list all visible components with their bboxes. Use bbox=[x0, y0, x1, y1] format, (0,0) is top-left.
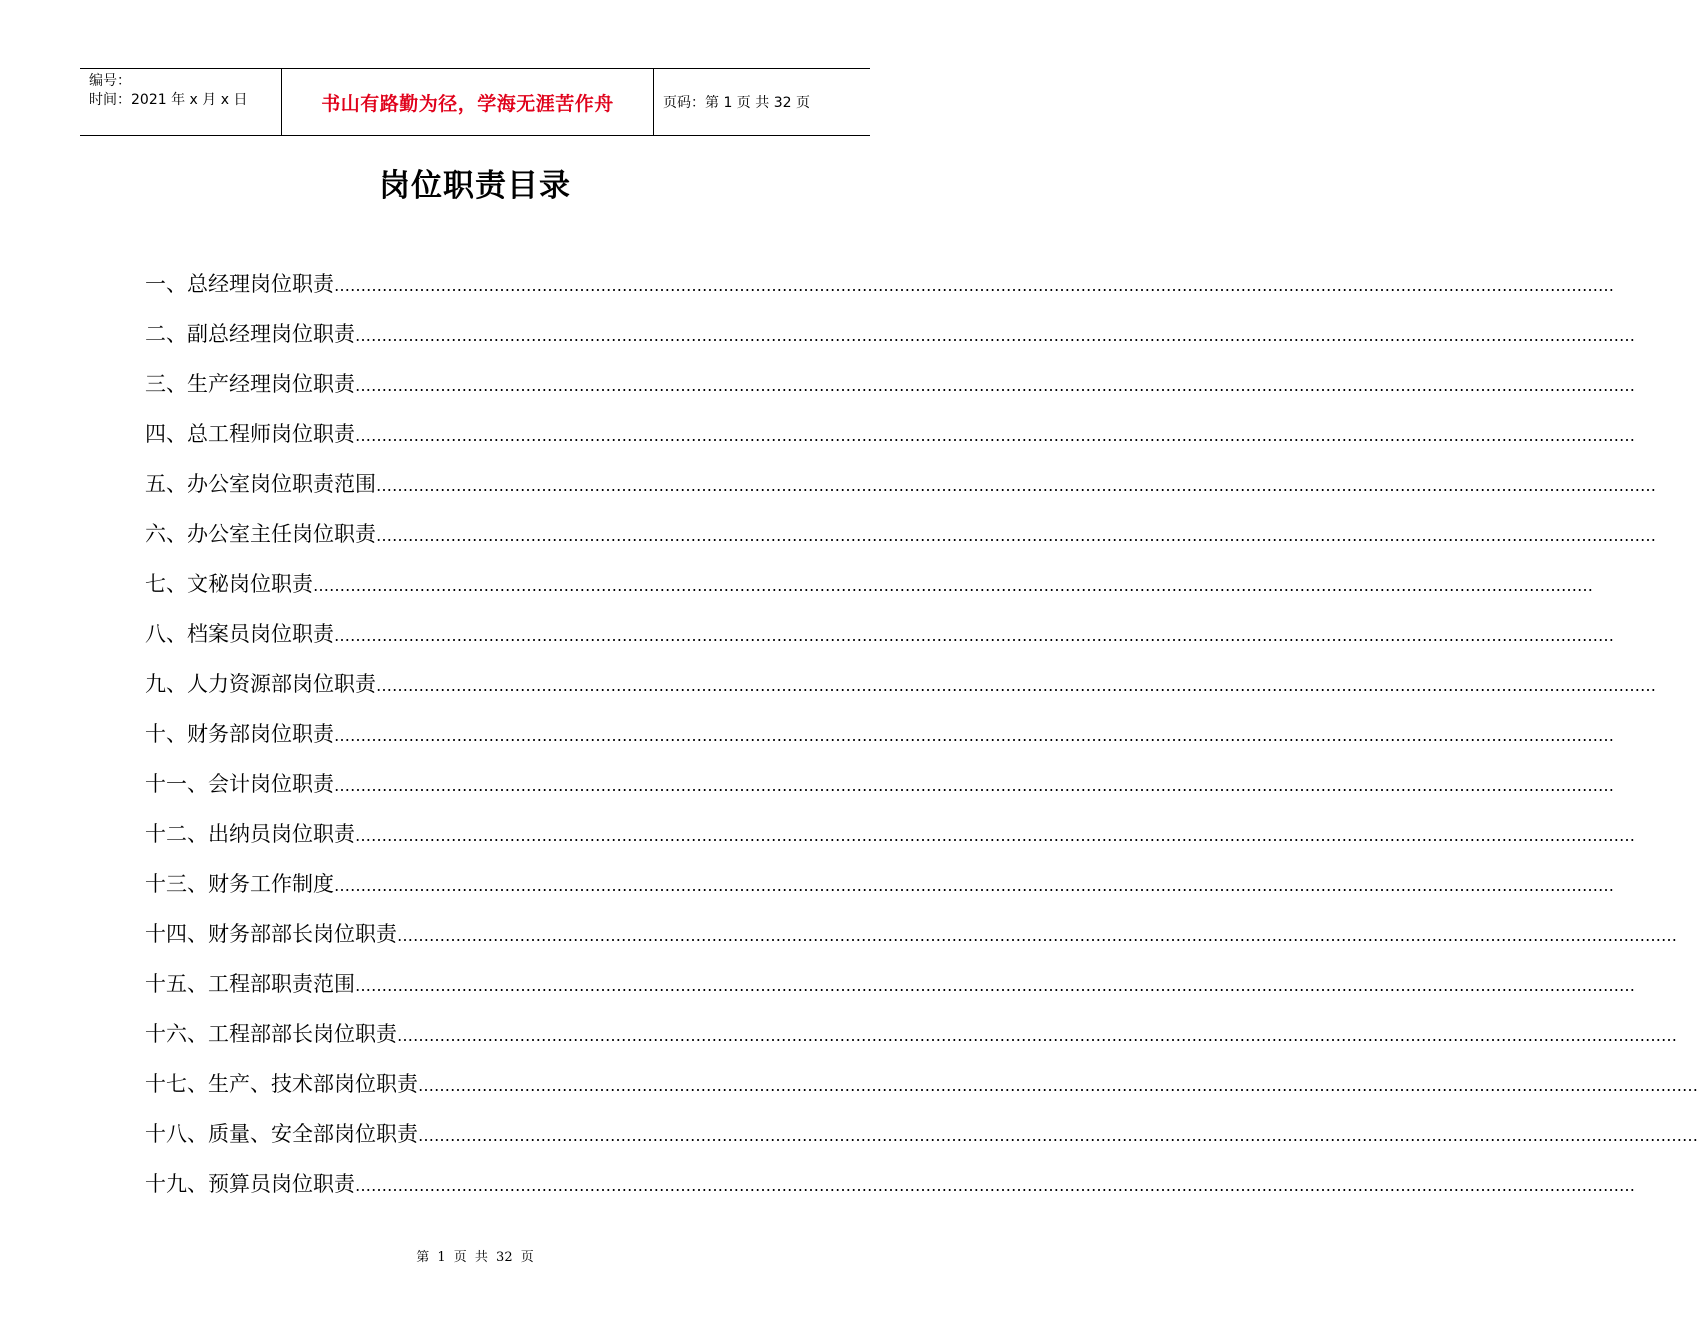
toc-dot-leader: …………………………………………………………………………………………………………………………………………………………………………………………………………………… bbox=[334, 876, 1614, 895]
page-title: 岗位职责目录 bbox=[379, 168, 571, 204]
toc-dot-leader: …………………………………………………………………………………………………………………………………………………………………………………………………………………… bbox=[313, 576, 1593, 595]
toc-entry[interactable] bbox=[145, 462, 1656, 512]
toc-entry[interactable] bbox=[145, 912, 1677, 962]
toc-entry[interactable] bbox=[145, 1112, 1698, 1162]
toc-entry[interactable] bbox=[145, 762, 1614, 812]
toc-entry-label: 十四、财务部部长岗位职责 bbox=[145, 922, 397, 946]
document-header bbox=[80, 68, 870, 136]
toc-dot-leader: …………………………………………………………………………………………………………………………………………………………………………………………………………………… bbox=[355, 326, 1635, 345]
toc-dot-leader: …………………………………………………………………………………………………………………………………………………………………………………………………………………… bbox=[355, 1176, 1635, 1195]
toc-entry-label: 十、财务部岗位职责 bbox=[145, 722, 334, 746]
toc-entry-label: 十五、工程部职责范围 bbox=[145, 972, 355, 996]
toc-entry-label: 十三、财务工作制度 bbox=[145, 872, 334, 896]
toc-entry[interactable] bbox=[145, 1062, 1698, 1112]
toc-entry[interactable] bbox=[145, 812, 1635, 862]
toc-entry-label: 十七、生产、技术部岗位职责 bbox=[145, 1072, 418, 1096]
toc-dot-leader: …………………………………………………………………………………………………………………………………………………………………………………………………………………… bbox=[376, 526, 1656, 545]
toc-entry[interactable] bbox=[145, 1012, 1677, 1062]
toc-entry[interactable] bbox=[145, 1162, 1635, 1212]
toc-entry[interactable] bbox=[145, 512, 1656, 562]
toc-entry-label: 七、文秘岗位职责 bbox=[145, 572, 313, 596]
toc-entry-label: 四、总工程师岗位职责 bbox=[145, 422, 355, 446]
motto-text: 书山有路勤为径，学海无涯苦作舟 bbox=[321, 92, 614, 115]
toc-dot-leader: …………………………………………………………………………………………………………………………………………………………………………………………………………………… bbox=[397, 1026, 1677, 1045]
toc-entry[interactable] bbox=[145, 962, 1635, 1012]
header-motto-cell bbox=[282, 69, 654, 135]
toc-entry[interactable] bbox=[145, 262, 1614, 312]
toc-dot-leader: …………………………………………………………………………………………………………………………………………………………………………………………………………………… bbox=[334, 776, 1614, 795]
header-page-cell bbox=[654, 69, 870, 135]
toc-entry[interactable] bbox=[145, 662, 1656, 712]
document-number-label: 编号： bbox=[89, 73, 131, 89]
toc-dot-leader: …………………………………………………………………………………………………………………………………………………………………………………………………………………… bbox=[355, 426, 1635, 445]
toc-dot-leader: …………………………………………………………………………………………………………………………………………………………………………………………………………………… bbox=[397, 926, 1677, 945]
toc-dot-leader: …………………………………………………………………………………………………………………………………………………………………………………………………………………… bbox=[355, 976, 1635, 995]
toc-entry-label: 十一、会计岗位职责 bbox=[145, 772, 334, 796]
header-meta-cell bbox=[80, 69, 282, 135]
toc-entry[interactable] bbox=[145, 562, 1593, 612]
page-footer: 第 1 页 共 32 页 bbox=[416, 1250, 534, 1265]
toc-entry[interactable] bbox=[145, 612, 1614, 662]
toc-entry-label: 二、副总经理岗位职责 bbox=[145, 322, 355, 346]
toc-dot-leader: …………………………………………………………………………………………………………………………………………………………………………………………………………………… bbox=[355, 826, 1635, 845]
toc-entry[interactable] bbox=[145, 412, 1635, 462]
toc-entry-label: 十六、工程部部长岗位职责 bbox=[145, 1022, 397, 1046]
toc-dot-leader: …………………………………………………………………………………………………………………………………………………………………………………………………………………… bbox=[355, 376, 1635, 395]
toc-dot-leader: …………………………………………………………………………………………………………………………………………………………………………………………………………………… bbox=[334, 726, 1614, 745]
toc-dot-leader: …………………………………………………………………………………………………………………………………………………………………………………………………………………… bbox=[334, 276, 1614, 295]
toc-entry-label: 十八、质量、安全部岗位职责 bbox=[145, 1122, 418, 1146]
toc-entry-label: 三、生产经理岗位职责 bbox=[145, 372, 355, 396]
table-of-contents bbox=[145, 262, 1698, 1212]
toc-entry-label: 六、办公室主任岗位职责 bbox=[145, 522, 376, 546]
document-date-label: 时间：2021 年 x 月 x 日 bbox=[89, 92, 248, 108]
toc-dot-leader: …………………………………………………………………………………………………………………………………………………………………………………………………………………… bbox=[418, 1126, 1698, 1145]
toc-entry-label: 一、总经理岗位职责 bbox=[145, 272, 334, 296]
toc-entry[interactable] bbox=[145, 712, 1614, 762]
toc-entry-label: 五、办公室岗位职责范围 bbox=[145, 472, 376, 496]
toc-entry[interactable] bbox=[145, 362, 1635, 412]
toc-dot-leader: …………………………………………………………………………………………………………………………………………………………………………………………………………………… bbox=[376, 476, 1656, 495]
toc-dot-leader: …………………………………………………………………………………………………………………………………………………………………………………………………………………… bbox=[418, 1076, 1698, 1095]
toc-dot-leader: …………………………………………………………………………………………………………………………………………………………………………………………………………………… bbox=[334, 626, 1614, 645]
toc-entry[interactable] bbox=[145, 862, 1614, 912]
toc-entry[interactable] bbox=[145, 312, 1635, 362]
toc-entry-label: 九、人力资源部岗位职责 bbox=[145, 672, 376, 696]
toc-entry-label: 十二、出纳员岗位职责 bbox=[145, 822, 355, 846]
toc-entry-label: 八、档案员岗位职责 bbox=[145, 622, 334, 646]
toc-dot-leader: …………………………………………………………………………………………………………………………………………………………………………………………………………………… bbox=[376, 676, 1656, 695]
header-page-number: 页码：第 1 页 共 32 页 bbox=[663, 95, 810, 111]
toc-entry-label: 十九、预算员岗位职责 bbox=[145, 1172, 355, 1196]
